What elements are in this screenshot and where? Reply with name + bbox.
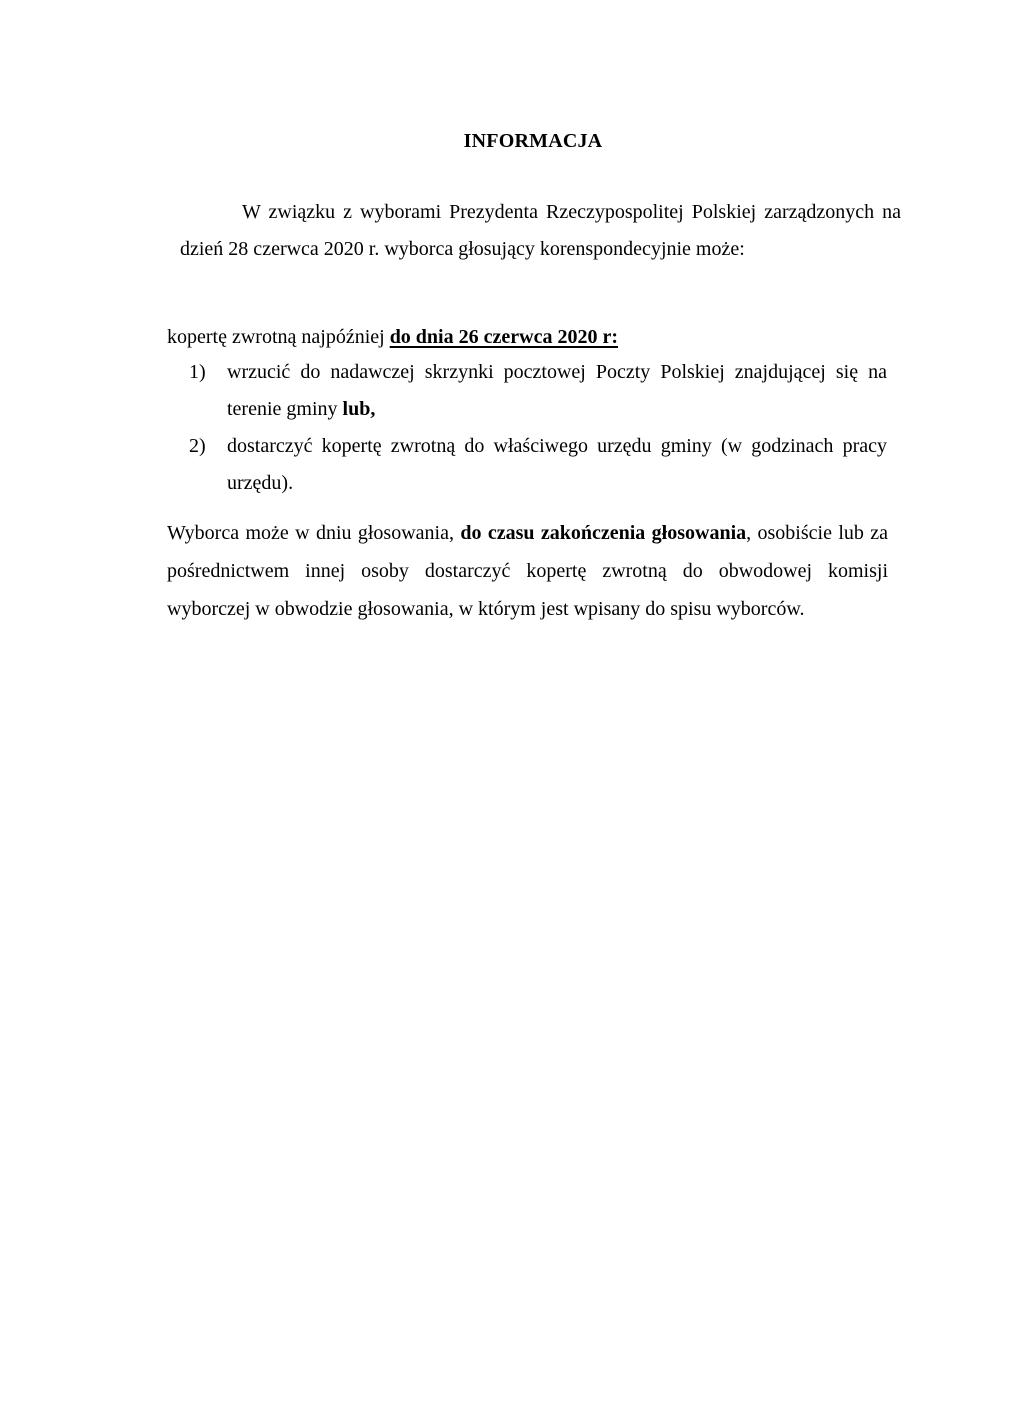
list-item-body: dostarczyć kopertę zwrotną do właściwego urzędu gminy (w godzinach pracy urzędu). <box>227 435 887 494</box>
closing-paragraph <box>167 514 888 628</box>
list-item <box>167 354 887 428</box>
list-item-text <box>227 435 887 494</box>
list-item-text <box>227 361 887 420</box>
closing-before: Wyborca może w dniu głosowania, <box>167 522 461 544</box>
intro-paragraph: W związku z wyborami Prezydenta Rzeczypospolitej Polskiej zarządzonych na dzień 28 czerwca 2020 r. wyborca głosujący korenspondecyjnie może: <box>180 201 901 260</box>
deadline-line <box>167 319 897 356</box>
list-item-number: 2) <box>189 435 206 457</box>
list-item-body: wrzucić do nadawczej skrzynki pocztowej Poczty Polskiej znajdującej się na terenie gminy <box>227 361 887 420</box>
deadline-emphasis: do dnia 26 czerwca 2020 r: <box>389 326 618 348</box>
closing-bold: do czasu zakończenia głosowania <box>460 522 747 544</box>
deadline-prefix: kopertę zwrotną najpóźniej <box>167 326 390 348</box>
closing-after: , osobiście lub za pośrednictwem innej osoby dostarczyć kopertę zwrotną do obwodowej komisji wyborczej w obwodzie głosowania, w którym jest wpisany do spisu wyborców. <box>167 522 888 620</box>
document-title: INFORMACJA <box>463 130 603 152</box>
list-item-number: 1) <box>189 361 206 383</box>
options-list <box>167 354 887 502</box>
list-item <box>167 428 887 502</box>
list-item-bold: lub, <box>342 398 376 420</box>
